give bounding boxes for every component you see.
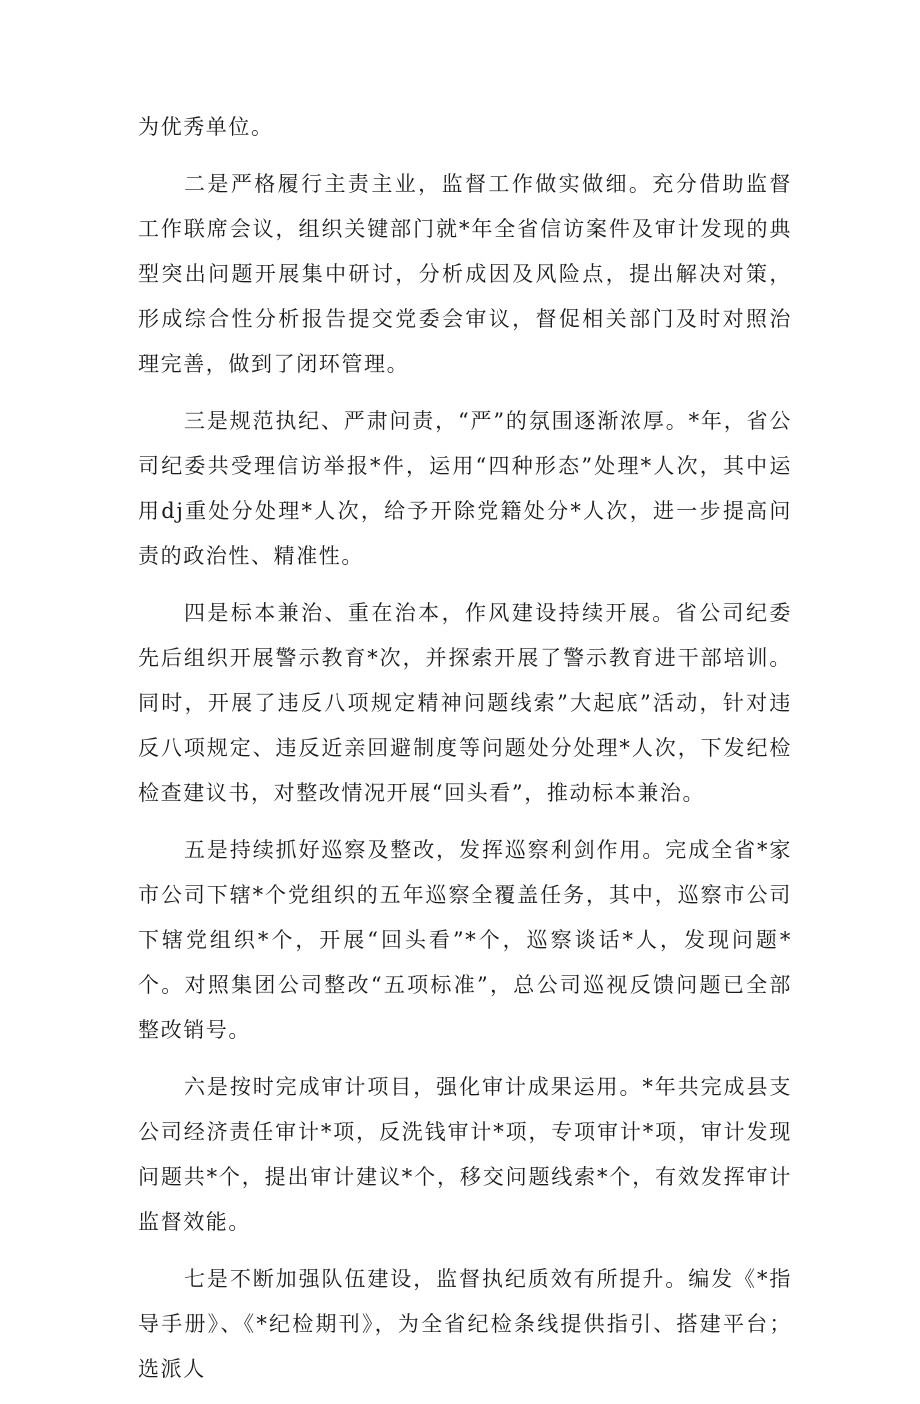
paragraph-item-4: 四是标本兼治、重在治本，作风建设持续开展。省公司纪委先后组织开展警示教育*次，并探索开展了警示教育进干部培训。同时，开展了违反八项规定精神问题线索”大起底”活动，针对违反八项规定、违反近亲回避制度等问题处分处理*人次，下发纪检检查建议书，对整改情况开展“回头看”，推动标本兼治。 (138, 601, 792, 805)
paragraph-item-7: 七是不断加强队伍建设，监督执纪质效有所提升。编发《*指导手册》、《*纪检期刊》，为全省纪检条线提供指引、搭建平台；选派人 (138, 1267, 792, 1381)
paragraph-continuation: 为优秀单位。 (138, 115, 274, 139)
paragraph-item-2: 二是严格履行主责主业，监督工作做实做细。充分借助监督工作联席会议，组织关键部门就*年全省信访案件及审计发现的典型突出问题开展集中研讨，分析成因及风险点，提出解决对策，形成综合性分析报告提交党委会审议，督促相关部门及时对照治理完善，做到了闭环管理。 (138, 172, 792, 376)
paragraph-item-6: 六是按时完成审计项目，强化审计成果运用。*年共完成县支公司经济责任审计*项，反洗钱审计*项，专项审计*项，审计发现问题共*个，提出审计建议*个，移交问题线索*个，有效发挥审计监督效能。 (138, 1075, 792, 1234)
paragraph-item-3: 三是规范执纪、严肃问责，“严”的氛围逐渐浓厚。*年，省公司纪委共受理信访举报*件，运用“四种形态”处理*人次，其中运用dj重处分处理*人次，给予开除党籍处分*人次，进一步提高问责的政治性、精准性。 (138, 409, 792, 568)
paragraph-item-5: 五是持续抓好巡察及整改，发挥巡察利剑作用。完成全省*家市公司下辖*个党组织的五年巡察全覆盖任务，其中，巡察市公司下辖党组织*个，开展“回头看”*个，巡察谈话*人，发现问题*个。对照集团公司整改“五项标准”，总公司巡视反馈问题已全部整改销号。 (138, 838, 792, 1042)
document-body (138, 105, 792, 1404)
